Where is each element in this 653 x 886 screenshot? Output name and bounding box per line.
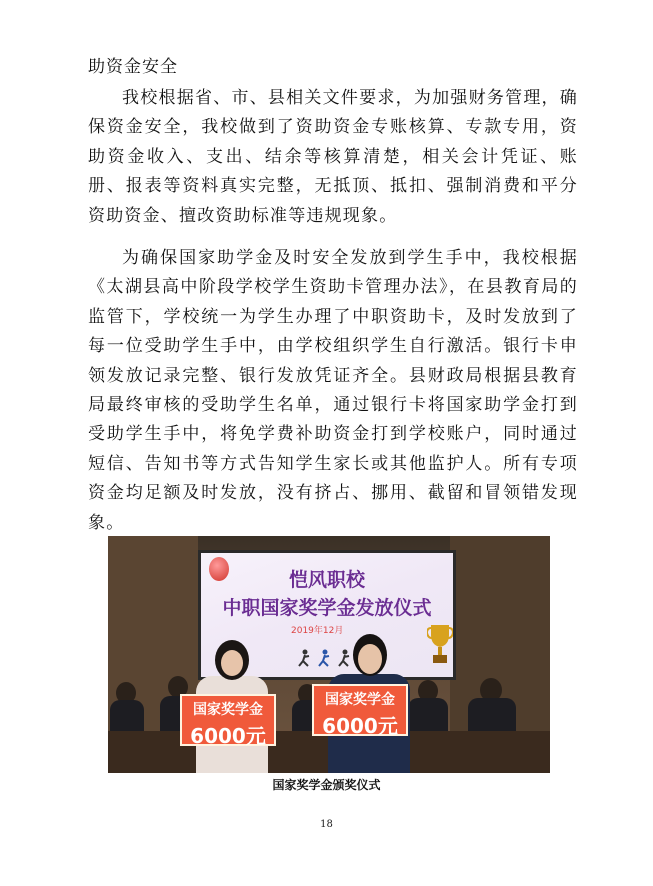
page-number: 18 <box>320 819 333 830</box>
section-heading-fragment: 助资金安全 <box>88 57 178 77</box>
paragraph-grant-distribution: 为确保国家助学金及时安全发放到学生手中，我校根据《太湖县高中阶段学校学生资助卡管理办法》，在县教育局的监管下，学校统一为学生办理了中职资助卡，及时发放到了每一位受助学生手中，由学校组织学生自行激活。银行卡申领发放记录完整、银行发放凭证齐全。县财政局根据县教育局最终审核的受助学生名单，通过银行卡将国家助学金打到受助学生手中，将免学费补助资金打到学校账户，同时通过短信、告知书等方式告知学生家长或其他监护人。所有专项资金均足额及时发放，没有挤占、挪用、截留和冒领错发现象。 <box>88 248 578 533</box>
paragraph-financial-management: 我校根据省、市、县相关文件要求，为加强财务管理，确保资金安全，我校做到了资助资金专账核算、专款专用，资助资金收入、支出、结余等核算清楚，相关会计凭证、账册、报表等资料真实完整，无抵顶、抵扣、强制消费和平分资助资金、擅改资助标准等违规现象。 <box>88 88 578 226</box>
trophy-icon <box>427 623 453 665</box>
screen-title-school: 恺风职校 <box>288 569 365 591</box>
photo-caption: 国家奖学金颁奖仪式 <box>272 778 381 792</box>
screen-title-event: 中职国家奖学金发放仪式 <box>222 597 432 619</box>
award-ceremony-photo <box>108 536 550 773</box>
award-sign-right: 国家奖学金 6000元 <box>312 684 408 736</box>
screen-date: 2019年12月 <box>291 626 344 636</box>
award-sign-left: 国家奖学金 6000元 <box>180 694 276 746</box>
